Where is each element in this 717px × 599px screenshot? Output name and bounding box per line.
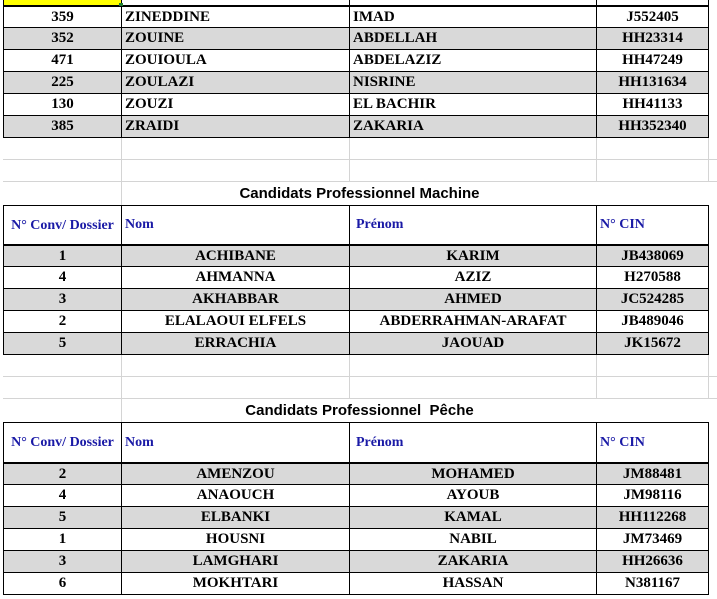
cell-num[interactable]: 359 [3, 6, 122, 28]
section-title-peche: Candidats Professionnel Pêche [245, 402, 474, 419]
header-nom: Nom [122, 205, 350, 245]
cell-cin[interactable]: JM88481 [597, 463, 709, 485]
cell-num[interactable]: 3 [3, 551, 122, 573]
cell-num[interactable]: 352 [3, 28, 122, 50]
cell-num[interactable]: 130 [3, 94, 122, 116]
cell-cin[interactable]: HH112268 [597, 507, 709, 529]
cell-nom[interactable]: AHMANNA [122, 267, 350, 289]
cell-cin[interactable]: HH352340 [597, 116, 709, 138]
table-header-machine [0, 205, 717, 245]
table-row[interactable] [0, 245, 717, 267]
cell-num[interactable]: 225 [3, 72, 122, 94]
empty-row[interactable] [0, 138, 717, 160]
cell-cin[interactable]: HH131634 [597, 72, 709, 94]
header-num: N° Conv/ Dossier [3, 422, 122, 463]
cell-cin[interactable]: JB438069 [597, 245, 709, 267]
cell-prenom[interactable]: AHMED [350, 289, 597, 311]
cell-prenom[interactable]: NABIL [350, 529, 597, 551]
cell-nom[interactable]: ZOULAZI [122, 72, 350, 94]
table-row[interactable] [0, 28, 717, 50]
table-row[interactable] [0, 573, 717, 595]
cell-num[interactable]: 6 [3, 573, 122, 595]
table-row[interactable] [0, 485, 717, 507]
cell-nom[interactable]: ZOUZI [122, 94, 350, 116]
cell-cin[interactable]: HH41133 [597, 94, 709, 116]
cell-prenom[interactable]: MOHAMED [350, 463, 597, 485]
cell-cin[interactable]: HH47249 [597, 50, 709, 72]
header-nom: Nom [122, 422, 350, 463]
cell-num[interactable]: 1 [3, 529, 122, 551]
cell-cin[interactable]: HH26636 [597, 551, 709, 573]
cell-num[interactable]: 2 [3, 463, 122, 485]
cell-nom[interactable]: ZOUINE [122, 28, 350, 50]
header-cin: N° CIN [597, 422, 709, 463]
cell-nom[interactable]: AMENZOU [122, 463, 350, 485]
cell-num[interactable]: 5 [3, 507, 122, 529]
cell-nom[interactable]: ERRACHIA [122, 333, 350, 355]
empty-row[interactable] [0, 160, 717, 182]
cell-prenom[interactable]: ABDELAZIZ [350, 50, 597, 72]
cell-prenom[interactable]: AYOUB [350, 485, 597, 507]
cell-nom[interactable]: AKHABBAR [122, 289, 350, 311]
cell-nom[interactable]: MOKHTARI [122, 573, 350, 595]
empty-row[interactable] [0, 377, 717, 399]
cell-num[interactable]: 4 [3, 485, 122, 507]
cell-num[interactable]: 471 [3, 50, 122, 72]
header-cin: N° CIN [597, 205, 709, 245]
table-row[interactable] [0, 529, 717, 551]
cell-prenom[interactable]: ZAKARIA [350, 551, 597, 573]
table-row[interactable] [0, 50, 717, 72]
cell-prenom[interactable]: NISRINE [350, 72, 597, 94]
cell-nom[interactable]: ANAOUCH [122, 485, 350, 507]
cell-prenom[interactable]: JAOUAD [350, 333, 597, 355]
cell-prenom[interactable]: ABDELLAH [350, 28, 597, 50]
header-num: N° Conv/ Dossier [3, 205, 122, 245]
cell-cin[interactable]: N381167 [597, 573, 709, 595]
cell-prenom[interactable]: ABDERRAHMAN-ARAFAT [350, 311, 597, 333]
table-row[interactable] [0, 551, 717, 573]
cell-nom[interactable]: ZRAIDI [122, 116, 350, 138]
cell-num[interactable]: 5 [3, 333, 122, 355]
cell-nom[interactable]: ZOUIOULA [122, 50, 350, 72]
header-prenom: Prénom [350, 205, 597, 245]
empty-row[interactable] [0, 355, 717, 377]
table-row[interactable] [0, 333, 717, 355]
section-title-machine: Candidats Professionnel Machine [239, 185, 480, 202]
table-row[interactable] [0, 72, 717, 94]
cell-num[interactable]: 4 [3, 267, 122, 289]
cell-num[interactable]: 1 [3, 245, 122, 267]
cell-cin[interactable]: JM73469 [597, 529, 709, 551]
cell-cin[interactable]: JC524285 [597, 289, 709, 311]
table-row[interactable] [0, 267, 717, 289]
cell-prenom[interactable]: ZAKARIA [350, 116, 597, 138]
cell-nom[interactable]: LAMGHARI [122, 551, 350, 573]
cell-nom[interactable]: ACHIBANE [122, 245, 350, 267]
cell-nom[interactable]: ELALAOUI ELFELS [122, 311, 350, 333]
cell-prenom[interactable]: IMAD [350, 6, 597, 28]
table-header-peche [0, 422, 717, 463]
cell-cin[interactable]: H270588 [597, 267, 709, 289]
cell-cin[interactable]: JM98116 [597, 485, 709, 507]
cell-prenom[interactable]: EL BACHIR [350, 94, 597, 116]
cell-num[interactable]: 2 [3, 311, 122, 333]
cell-prenom[interactable]: HASSAN [350, 573, 597, 595]
cell-cin[interactable]: HH23314 [597, 28, 709, 50]
table-row[interactable] [0, 507, 717, 529]
section-title-row [0, 182, 717, 205]
cell-nom[interactable]: ELBANKI [122, 507, 350, 529]
cell-cin[interactable]: JB489046 [597, 311, 709, 333]
cell-nom[interactable]: ZINEDDINE [122, 6, 350, 28]
table-row[interactable] [0, 289, 717, 311]
cell-cin[interactable]: J552405 [597, 6, 709, 28]
table-row[interactable] [0, 6, 717, 28]
header-prenom: Prénom [350, 422, 597, 463]
table-row[interactable] [0, 311, 717, 333]
cell-num[interactable]: 385 [3, 116, 122, 138]
cell-num[interactable]: 3 [3, 289, 122, 311]
cell-prenom[interactable]: KAMAL [350, 507, 597, 529]
section-title-row [0, 399, 717, 422]
table-row[interactable] [0, 463, 717, 485]
cell-prenom[interactable]: AZIZ [350, 267, 597, 289]
cell-prenom[interactable]: KARIM [350, 245, 597, 267]
cell-cin[interactable]: JK15672 [597, 333, 709, 355]
table-row[interactable] [0, 94, 717, 116]
cell-nom[interactable]: HOUSNI [122, 529, 350, 551]
table-row[interactable] [0, 116, 717, 138]
